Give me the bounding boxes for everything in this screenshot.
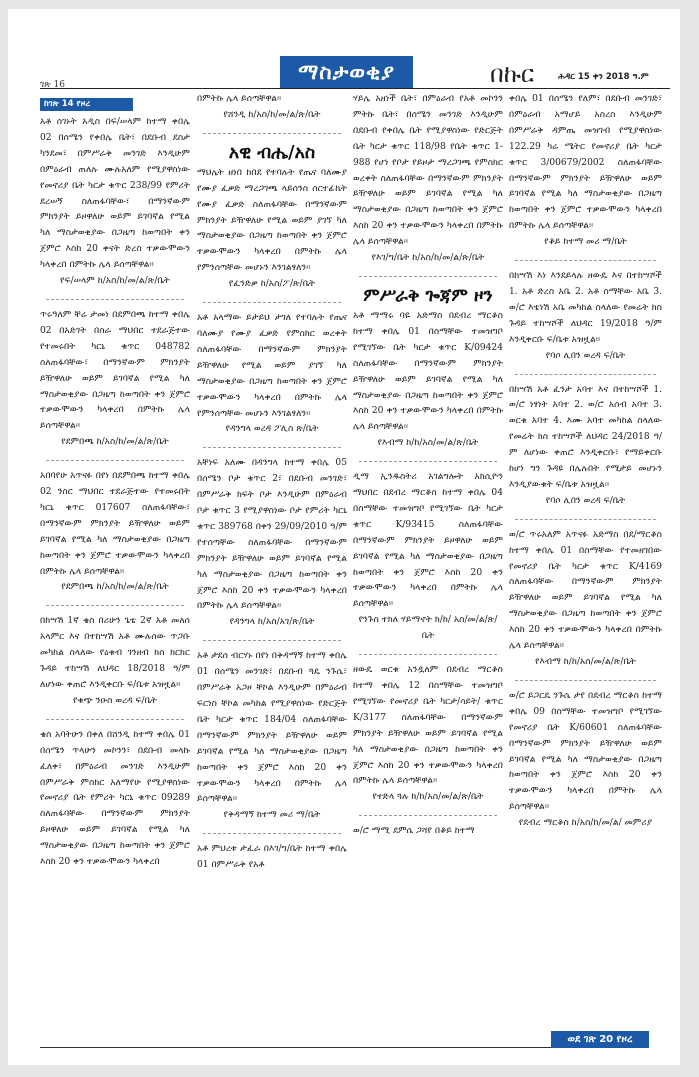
notice-signature: የቁጭ ንዑስ ወረዳ ፍ/ቤት xyxy=(72,695,158,706)
divider xyxy=(515,260,656,261)
notice-text: አቸነፍ አለሙ በዳንግላ ከተማ ቀበሌ 05 በሰሜን ቦታ ቁጥር 2፣ በደቡብ መንገድ፣ በምሥራቅ ክፍት ቦታ እንዲሁም በምዕራብ ቦታ ቁጥር 3 የሚያዋስነው ቦታ የምሪት ካርኒ ቁጥር 389768 በቀን 29/09/2010 ዓ/ም የተሰጣቸው ስለጠፋባቸው በማንኛውም ምክንያት ይዥዋለሁ ወይም ይገባኛል የሚል ካለ ማስታወቂያው በጋዜጣ ከወጣበት ቀን ጀምሮ እስከ 20 ቀን ተቃውሞውን ካላቀረበ በምትኩ ሌላ ይሰጣቸዋል፡፡ xyxy=(197,458,347,612)
notice xyxy=(353,663,503,806)
notice xyxy=(40,308,190,451)
divider xyxy=(46,719,184,720)
issue-date: ሕዳር 15 ቀን 2018 ዓ.ም xyxy=(558,72,649,82)
notice-text: በምትኩ ሌላ ይሰጣቸዋል፡፡ xyxy=(197,94,282,104)
notice-continuation xyxy=(197,92,347,124)
page-header xyxy=(40,58,670,89)
notice xyxy=(40,614,190,709)
notice-signature: የተድላ ጓሉ ክ/ከ/አስ/መ/ል/ጽ/ቤት xyxy=(372,792,484,803)
notice xyxy=(197,649,347,824)
notice-signature: የደምበጫ ከ/አስ/ከ/መ/ል/ጽ/ቤት xyxy=(61,582,169,593)
footer-rule xyxy=(40,1047,600,1048)
divider xyxy=(515,680,656,681)
notice-signature: የፈንድቃ ከ/አስ/ፖ/ጽ/ቤት xyxy=(228,279,316,290)
notice-continuation xyxy=(509,92,662,251)
notice xyxy=(40,728,190,871)
notice xyxy=(197,311,347,438)
notice-signature: የዳንግላ ወረዳ ፖሊስ ጽ/ቤት xyxy=(225,424,319,435)
divider xyxy=(515,519,656,520)
notice-text: ቄስ አባትሁን በቀለ በሸንዲ ከተማ ቀበሌ 01 በሰሜን ጥላሁን መኮንን፣ በደቡብ መላኩ ፈለቀ፣ በምዕራብ መንገድ እንዲሁም በምሥራቅ ምስክር አለማየሁ የሚያዋስነው የመኖሪያ ቤት የምሪት ካርኒ ቁጥር 09289 ስለጠፋባቸው በማንኛውም ምክንያት ይዞዋለሁ ወይም ይገባኛል የሚል ካለ ማስታወቂያው በጋዜጣ ከወጣበት ቀን ጀምሮ እስከ 20 ቀን ተቃውሞውን ካላቀረበ xyxy=(40,729,190,868)
notice-signature: የቅዳማኝ ከተማ መሪ ማ/ቤት xyxy=(223,810,321,821)
publication-name: በኩር xyxy=(490,60,535,88)
notice-text: ማህሌት ዘነበ ከበደ የተባሉት የጤና ባለሙያ የሙያ ፈቃድ ማረጋገጫ ላይሰንስ ሰርተፊኬት የሙያ ፈቃድ ስለጠፋባቸው በማንኛውም ምክንያት ይዥዋለሁ የሚል ወይም ያገኘ ካለ ማስታወቂያው በጋዜጣ ከወጣበት ቀን ጀምሮ ተቃውሞውን ካላቀረበ በምትኩ ሌላ የምንሰጣቸው መሆኑን እንገልፃለን፡፡ xyxy=(197,167,347,274)
divider xyxy=(359,654,497,655)
notice-text: ዘውዴ ወርቁ አንዷለም በደብረ ማርቆስ ከተማ ቀበሌ 12 በስማቸው ተመዝግቦ የሚገኘው የመኖሪያ ቤት ካርታ/ሳይት/ ቁጥር K/3177 ስለጠፋባቸው በማንኛውም ምክንያት ይዥዋለሁ ወይም ይገባኛል የሚል ካለ ማስታወቂያው በጋዜጣ ከወጣበት ቀን ጀምሮ እስከ 20 ቀን ተቃውሞውን ካላቀረበ በምትኩ ሌላ ይሰጣቸዋል፡፡ xyxy=(353,665,503,787)
notice-text: ሃይሌ አዘነች ቤት፣ በምዕራብ የአቶ መኮንን ምትኩ ቤት፣ በሰሜን መንገድ እንዲሁም በደቡብ የቀበሌ ቤት የሚያዋስነው የድርጅት ቤት ካርታ ቁጥር 118/98 የቤት ቁጥር 1-988 የሆነ የቦታ የይዞታ ማረጋገጫ የምስክር ወረቀት ስለጠፋባቸው በማንኛውም ምክንያት ይዥዋለሁ ወይም ይገባኛል የሚል ካለ ማስታወቂያው በጋዜጣ ከወጣበት ቀን ጀምሮ እስከ 20 ቀን ተቃውሞውን ካላቀረበ በምትኩ ሌላ ይሰጣቸዋል፡፡ xyxy=(353,94,503,248)
divider xyxy=(203,302,341,303)
divider xyxy=(359,276,497,277)
notice-signature: የደምበጫ ከ/አስ/ከ/መ/ል/ጽ/ቤት xyxy=(61,437,169,448)
notice xyxy=(509,383,662,510)
notice xyxy=(509,269,662,364)
notice xyxy=(353,824,503,840)
section-heading: አዊ ብሔ/አስ xyxy=(228,142,316,163)
page-number: ገጽ 16 xyxy=(40,80,66,90)
column-3 xyxy=(353,92,503,1047)
notice-signature: የባሶ ሊበን ወረዳ ፍ/ቤት xyxy=(545,350,626,361)
divider xyxy=(203,447,341,448)
notice-text: አቶ ታደሰ ብርሃኑ በየነ በቅዳማኝ ከተማ ቀበሌ 01 በሰሜን መንገድ፣ በደቡብ ጓዴ ንጉሴ፣ በምሥራቅ አጋዞ ቸኮል እንዲሁም በምዕራብ ፍርነስ ቸኮል መካከል የሚያዋስነው የድርጅት ቤት ካርታ ቁጥር 184/04 ስለጠፋባቸው በማንኛውም ምክንያት ይዥዋለሁ ወይም ይገባኛል የሚል ካለ ማስታወቂያው በጋዜጣ ከወጣበት ቀን ጀምሮ እስከ 20 ቀን ተቃውሞውን ካላቀረበ በምትኩ ሌላ ይሰጣቸዋል፡፡ xyxy=(197,651,347,805)
notice xyxy=(353,470,503,645)
divider xyxy=(46,460,184,461)
notice-signature: የእብማ ከ/ከ/አስ/መ/ል/ጽ/ቤት xyxy=(377,438,479,449)
column-4 xyxy=(509,92,662,1047)
notice xyxy=(197,842,347,874)
notice-text: በከሣሽ እነ እንደይላሉ ዘውዴ እና በተከሣሾች 1. አቶ ድረስ አቤ 2. አቶ ስማቸው አቤ 3. ወ/ሮ እቴነሽ አቤ መካከል ስላለው የመሬት ክስ ጉዳይ ተከሣሾች ለህዳር 19/2018 ዓ/ም እንዲቀርቡ ፍ/ቤቱ አዝዟል፡፡ xyxy=(509,271,662,345)
notice-signature: የእገ/ግ/ቤት ከ/አስ/ከ/መ/ል/ጽ/ቤት xyxy=(371,253,485,264)
continued-to-badge: ወደ ገጽ 20 የዞረ xyxy=(551,1031,649,1048)
divider xyxy=(203,833,341,834)
divider xyxy=(359,815,497,816)
column-2 xyxy=(197,92,347,1047)
divider xyxy=(203,133,341,134)
notice-text: ዲማ ኢንዱስትሪ አገልግሎት አክሲዮን ማህበር በደብረ ማርቆስ ከተማ ቀበሌ 04 በስማቸው ተመዝግቦ የሚገኘው ቤት ካርታ ቁጥር K/93415 ስለጠፋባቸው በማንኛውም ምክንያት ይዞዋለሁ ወይም ይገባኛል የሚል ካለ ማስታወቂያው በጋዜጣ ከወጣበት ቀን ጀምሮ እስከ 20 ቀን ተቃውሞውን ካላቀረበ በምትኩ ሌላ ይሰጣቸዋል፡፡ xyxy=(353,472,503,610)
masthead-title: ማስታወቂያ xyxy=(280,56,413,88)
notice-text: በከሣሽ አቶ ፈንታ አባተ እና በተከሣሾች 1. ወ/ሮ ነፃነት አባተ 2. ወ/ሮ አሰብ አባተ 3. ወርቁ አባተ 4. እሙ አባተ መካከል ስላለው የመሬት ክስ ተከሣሾች ለህዳር 24/2018 ዓ/ም ለሆነው ቀጠሮ እንዲቀርቡ፣ የማይቀርቡ ከሆነ ግን ጉዳዩ በሌሉበት የሚታይ መሆኑን እንዲያውቁት ፍ/ቤቱ አዝዟል፡፡ xyxy=(509,384,662,490)
column-1 xyxy=(40,92,190,1047)
divider xyxy=(46,299,184,300)
notice-text: ወ/ሮ ጥሩአለም አጥናፉ አድማስ በደ/ማርቆስ ከተማ ቀበሌ 01 በስማቸው የተመዘገበው የመኖሪያ ቤት ካርታ ቁጥር K/4169 ስለጠፋባቸው በማንኛውም ምክንያት ይዥዋለሁ ወይም ይገባኛል የሚል ካለ ማስታወቂያው በጋዜጣ ከወጣበት ቀን ጀምሮ እስከ 20 ቀን ተቃውሞውን ካላቀረበ በምትኩ ሌላ ይሰጣቸዋል፡፡ xyxy=(509,529,662,652)
notice-text: በከሣሽ 1ኛ ቄስ በሪሁን ጌቴ 2ኛ አቶ መለሰ አላምር እና በተከሣሽ አቶ ሙሉሰው ጥጋቡ መካከል ስላለው የዕቁብ ገንዘብ ክስ ክርክር ጉዳይ ተከሣሽ ለህዳር 18/2018 ዓ/ም ለሆነው ቀጠሮ እንዲቀርቡ ፍ/ቤቱ አዝዟል፡፡ xyxy=(40,616,190,690)
notice xyxy=(197,166,347,293)
notice xyxy=(40,469,190,596)
notice-signature: የእብማ ከ/ከ/አስ/መ/ል/ጽ/ቤት xyxy=(535,657,636,667)
notice-signature: የዳንግላ ከ/አስ/አገ/ጽ/ቤት xyxy=(229,617,315,628)
notice xyxy=(197,456,347,631)
notice-text: ወ/ሮ ይጋርዴ ንጉሴ ታየ በደብረ ማርቆስ ከተማ ቀበሌ 09 በስማቸው ተመዝግቦ የሚገኘው የመኖሪያ ቤት K/60601 ስለጠፋባቸው በማንኛውም ምክንያት ይዥዋለሁ ወይም ይገባኛል የሚል ካለ ማስታወቂያው በጋዜጣ ከወጣበት ቀን ጀምሮ እስከ 20 ቀን ተቃውሞውን ካላቀረበ በምትኩ ሌላ ይሰጣቸዋል፡፡ xyxy=(509,690,662,813)
notice-signature: የፍ/ሠላም ከ/አስ/ከ/መ/ል/ጽ/ቤት xyxy=(60,276,170,287)
notice-text: ጥሩዓለም ቸሬ ታመነ በደምበጫ ከተማ ቀበሌ 02 በአድገት በስራ ማህበር ተደራጅተው የተመሩበት ካርኒ ቁጥር 048782 ስለጠፋባቸው፣ በማንኛውም ምክንያት ይዥዋለሁ ወይም ይገባኛል የሚል ካለ ማስታወቂያው በጋዜጣ ከወጣበት ቀን ጀምሮ ተቃውሞውን ካላቀረበ በምትኩ ሌላ ይሰጣቸዋል፡፡ xyxy=(40,309,190,432)
divider xyxy=(359,461,497,462)
notice-signature: የቆይ ከተማ መሪ ማ/ቤት xyxy=(544,237,627,248)
notice-signature: የንጉስ ተክለ ሃይማኖት ክ/ከ/ አስ/መ/ል/ጽ/ቤት xyxy=(358,615,498,642)
notice-text: አቶ አላማው ይታይህ ታገለ የተባሉት የጤና ባለሙያ የሙያ ፈቃድ የምስክር ወረቀት ስለጠፋባቸው በማንኛውም ምክንያት ይዥዋለሁ የሚል ወይም ያገኘ ካለ ማስታወቂያው በጋዜጣ ከወጣበት ቀን ጀምሮ ተቃውሞውን ካላቀረበ በምትኩ ሌላ የምንሰጣቸው መሆኑን እንገልፃለን፡፡ xyxy=(197,313,347,419)
notice-text: አቶ ሰገኑት አዲስ በፍ/ሠላም ከተማ ቀበሌ 02 በሰሜን የቀበሌ ቤት፣ በደቡብ ደስታ ካንደመ፣ በምሥራቅ መንገድ እንዲሁም በምዕራብ ጠለሉ ሙሉአለም የሚያዋስነው የመኖሪያ ቤት ካርታ ቁጥር 238/99 የምሪት ደረሠኝ ስለጠፋባቸው፣ በማንኛውም ምክንያት ይዞዋለሁ ወይም ይገባኛል የሚል ካለ ማስታወቂያው በጋዜጣ ከወጣበት ቀን ጀምሮ እስከ 20 ቀናት ድረስ ተቃውሞውን ካላቀረበ በምትኩ ሌላ ይሰጣቸዋል፡፡ xyxy=(40,117,190,271)
notice-text: ቀበሌ 01 በሰሜን የለም፣ በደቡብ መንገድ፣ በምዕራብ አማሆይ አስረስ እንዲሁም በምሥራቅ ዳምጤ መዝገብ የሚያዋስነው 122.29 ካሬ ሜትር የመኖሪያ ቤት ካርታ ቁጥር 3/00679/2002 ስለጠፋባቸው በማንኛውም ምክንያት ይዥዋለሁ ወይም ይገባኛል የሚል ካለ ማስታወቂያው በጋዜጣ ከወጣበት ቀን ጀምሮ ተቃውሞውን ካላቀረበ በምትኩ ሌላ ይሰጣቸዋል፡፡ xyxy=(509,94,662,232)
notice-signature: የደብረ ማርቆስ ከ/አስ/ከ/መ/ል/ መምሪያ xyxy=(518,818,653,829)
notice-columns xyxy=(40,92,670,1047)
continued-from-badge: ከገጽ 14 የዞረ xyxy=(40,98,133,111)
notice xyxy=(509,689,662,832)
section-heading: ምሥራቅ ጐጃም ዞን xyxy=(363,285,493,306)
notice-text: አበባየሁ አጥናፉ በየነ በደምበጫ ከተማ ቀበሌ 02 ንስር ማህበር ተደራጅተው የተመሩበት ካርኒ ቁጥር 017607 ስለጠፋባቸው፣ በማንኛውም ምክንያት ይዥዋለሁ ወይም ይገባኛል የሚል ካለ ማስታወቂያው በጋዜጣ ከወጣበት ቀን ጀምሮ ተቃውሞውን ካላቀረበ በምትኩ ሌላ ይሰጣቸዋል፡፡ xyxy=(40,471,190,577)
notice xyxy=(353,309,503,452)
divider xyxy=(46,605,184,606)
notice-signature: የባሶ ሊበን ወረዳ ፍ/ቤት xyxy=(545,495,626,506)
notice xyxy=(509,528,662,671)
notice-continuation xyxy=(353,92,503,267)
divider xyxy=(515,374,656,375)
notice-text: አቶ ማማሩ ባዬ አድማስ በደብረ ማርቆስ ከተማ ቀበሌ 01 በስማቸው ተመዝግቦ የሚገኘው ቤት ካርታ ቁጥር K/09424 ስለጠፋባቸው በማንኛውም ምክንያት ይዥዋለሁ ወይም ይገባኛል የሚል ካለ ማስታወቂያው በጋዜጣ ከወጣበት ቀን ጀምሮ እስከ 20 ቀን ተቃውሞውን ካላቀረበ በምትኩ ሌላ ይሰጣቸዋል፡፡ xyxy=(353,310,503,433)
notice-text: አቶ ምህረቱ ታፈራ በእገ/ግ/ቤት ከተማ ቀበሌ 01 በምሥራቅ የአቶ xyxy=(197,844,347,871)
notice xyxy=(40,115,190,290)
notice-signature: የሸንዲ ከ/አስ/ከ/መ/ል/ጽ/ቤት xyxy=(223,109,321,120)
notice-text: ወ/ሮ ማሚ ደምሴ ጋሻየ በቆይ ከተማ xyxy=(353,826,475,837)
divider xyxy=(203,640,341,641)
